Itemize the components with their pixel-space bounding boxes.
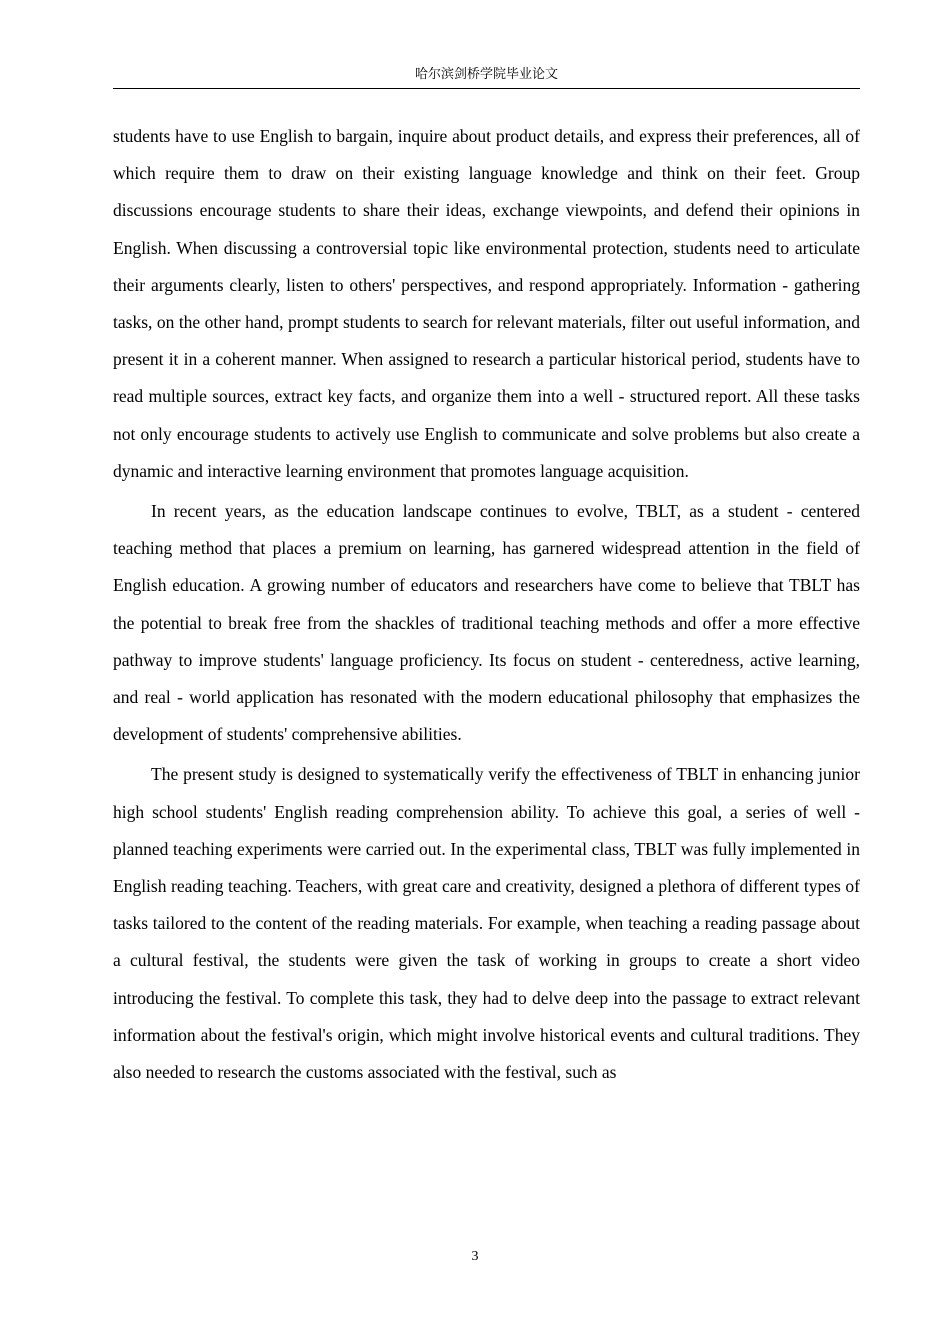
- paragraph-continued: students have to use English to bargain, inquire about product details, and express their preferences, all of which require them to draw on their existing language knowledge and think on their feet. Group discussions encourage students to share their ideas, exchange viewpoints, and defend their opinions in English. When discussing a controversial topic like environmental protection, students need to articulate their arguments clearly, listen to others' perspectives, and respond appropriately. Information - gathering tasks, on the other hand, prompt students to search for relevant materials, filter out useful information, and present it in a coherent manner. When assigned to research a particular historical period, students have to read multiple sources, extract key facts, and organize them into a well - structured report. All these tasks not only encourage students to actively use English to communicate and solve problems but also create a dynamic and interactive learning environment that promotes language acquisition.: [113, 126, 860, 481]
- paragraph-present-study: The present study is designed to systematically verify the effectiveness of TBLT in enhancing junior high school students' English reading comprehension ability. To achieve this goal, a series of well - planned teaching experiments were carried out. In the experimental class, TBLT was fully implemented in English reading teaching. Teachers, with great care and creativity, designed a plethora of different types of tasks tailored to the content of the reading materials. For example, when teaching a reading passage about a cultural festival, the students were given the task of working in groups to create a short video introducing the festival. To complete this task, they had to delve deep into the passage to extract relevant information about the festival's origin, which might involve historical events and cultural traditions. They also needed to research the customs associated with the festival, such as: [113, 764, 860, 1083]
- header-title: 哈尔滨剑桥学院毕业论文: [414, 67, 558, 82]
- body-text: [113, 118, 860, 1091]
- page-number: 3: [471, 1249, 479, 1264]
- page-header: [113, 64, 860, 89]
- paragraph-recent-years: In recent years, as the education landscape continues to evolve, TBLT, as a student - centered teaching method that places a premium on learning, has garnered widespread attention in the field of English education. A growing number of educators and researchers have come to believe that TBLT has the potential to break free from the shackles of traditional teaching methods and offer a more effective pathway to improve students' language proficiency. Its focus on student - centeredness, active learning, and real - world application has resonated with the modern educational philosophy that emphasizes the development of students' comprehensive abilities.: [113, 501, 860, 745]
